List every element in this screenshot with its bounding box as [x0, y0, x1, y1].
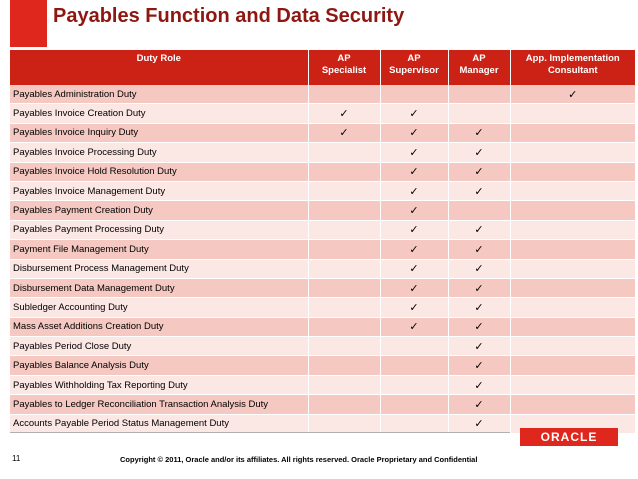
duty-name-cell: Payables Invoice Hold Resolution Duty	[10, 162, 308, 181]
empty-cell	[448, 201, 510, 220]
footer-divider	[10, 432, 510, 433]
duty-name-cell: Accounts Payable Period Status Management Duty	[10, 414, 308, 433]
column-header-role-3: AP Manager	[448, 50, 510, 85]
table-header-row	[10, 50, 635, 85]
check-mark-icon: ✓	[448, 337, 510, 356]
check-mark-icon: ✓	[448, 375, 510, 394]
empty-cell	[510, 395, 635, 414]
empty-cell	[510, 143, 635, 162]
check-mark-icon: ✓	[448, 162, 510, 181]
check-mark-icon: ✓	[448, 181, 510, 200]
empty-cell	[510, 259, 635, 278]
table-row	[10, 201, 635, 220]
duty-name-cell: Payables Invoice Management Duty	[10, 181, 308, 200]
column-header-role-4: App. Implementation Consultant	[510, 50, 635, 85]
empty-cell	[380, 85, 448, 104]
check-mark-icon: ✓	[448, 317, 510, 336]
empty-cell	[510, 375, 635, 394]
table-row	[10, 104, 635, 123]
empty-cell	[308, 337, 380, 356]
empty-cell	[510, 278, 635, 297]
empty-cell	[308, 143, 380, 162]
duty-name-cell: Payables Invoice Processing Duty	[10, 143, 308, 162]
check-mark-icon: ✓	[448, 414, 510, 433]
empty-cell	[308, 201, 380, 220]
check-mark-icon: ✓	[448, 356, 510, 375]
table-row	[10, 337, 635, 356]
empty-cell	[448, 85, 510, 104]
table-row	[10, 220, 635, 239]
duty-name-cell: Payables to Ledger Reconciliation Transaction Analysis Duty	[10, 395, 308, 414]
table-row	[10, 181, 635, 200]
duty-name-cell: Subledger Accounting Duty	[10, 298, 308, 317]
duty-name-cell: Payables Payment Creation Duty	[10, 201, 308, 220]
check-mark-icon: ✓	[380, 181, 448, 200]
empty-cell	[308, 278, 380, 297]
empty-cell	[308, 356, 380, 375]
check-mark-icon: ✓	[448, 298, 510, 317]
oracle-logo: ORACLE	[520, 428, 618, 446]
duty-role-table-container	[10, 50, 635, 434]
duty-name-cell: Payables Payment Processing Duty	[10, 220, 308, 239]
duty-name-cell: Payables Administration Duty	[10, 85, 308, 104]
column-header-duty-role: Duty Role	[10, 50, 308, 85]
empty-cell	[510, 220, 635, 239]
duty-name-cell: Disbursement Data Management Duty	[10, 278, 308, 297]
empty-cell	[380, 414, 448, 433]
empty-cell	[308, 162, 380, 181]
duty-name-cell: Payment File Management Duty	[10, 240, 308, 259]
table-body	[10, 85, 635, 434]
table-row	[10, 278, 635, 297]
check-mark-icon: ✓	[448, 395, 510, 414]
check-mark-icon: ✓	[448, 259, 510, 278]
empty-cell	[308, 240, 380, 259]
empty-cell	[510, 298, 635, 317]
empty-cell	[510, 201, 635, 220]
accent-bar	[10, 0, 47, 47]
empty-cell	[308, 414, 380, 433]
empty-cell	[308, 317, 380, 336]
check-mark-icon: ✓	[448, 123, 510, 142]
empty-cell	[308, 259, 380, 278]
check-mark-icon: ✓	[380, 201, 448, 220]
check-mark-icon: ✓	[308, 123, 380, 142]
empty-cell	[510, 317, 635, 336]
check-mark-icon: ✓	[380, 162, 448, 181]
slide-title: Payables Function and Data Security	[53, 5, 405, 27]
copyright-notice: Copyright © 2011, Oracle and/or its affiliates. All rights reserved. Oracle Proprietary and Confidential	[120, 455, 478, 464]
duty-name-cell: Payables Invoice Inquiry Duty	[10, 123, 308, 142]
check-mark-icon: ✓	[380, 298, 448, 317]
duty-name-cell: Payables Period Close Duty	[10, 337, 308, 356]
table-row	[10, 317, 635, 336]
empty-cell	[308, 395, 380, 414]
check-mark-icon: ✓	[380, 143, 448, 162]
empty-cell	[448, 104, 510, 123]
check-mark-icon: ✓	[308, 104, 380, 123]
check-mark-icon: ✓	[380, 259, 448, 278]
check-mark-icon: ✓	[448, 240, 510, 259]
duty-name-cell: Payables Withholding Tax Reporting Duty	[10, 375, 308, 394]
table-row	[10, 298, 635, 317]
empty-cell	[380, 337, 448, 356]
table-row	[10, 259, 635, 278]
column-header-role-1: AP Specialist	[308, 50, 380, 85]
column-header-role-2: AP Supervisor	[380, 50, 448, 85]
empty-cell	[308, 220, 380, 239]
check-mark-icon: ✓	[380, 104, 448, 123]
empty-cell	[380, 375, 448, 394]
empty-cell	[380, 395, 448, 414]
duty-name-cell: Payables Invoice Creation Duty	[10, 104, 308, 123]
check-mark-icon: ✓	[380, 240, 448, 259]
table-row	[10, 375, 635, 394]
empty-cell	[510, 162, 635, 181]
duty-name-cell: Disbursement Process Management Duty	[10, 259, 308, 278]
table-row	[10, 240, 635, 259]
table-row	[10, 143, 635, 162]
table-row	[10, 123, 635, 142]
check-mark-icon: ✓	[380, 123, 448, 142]
check-mark-icon: ✓	[448, 143, 510, 162]
empty-cell	[308, 375, 380, 394]
page-number: 11	[12, 454, 21, 463]
empty-cell	[380, 356, 448, 375]
empty-cell	[510, 356, 635, 375]
duty-name-cell: Mass Asset Additions Creation Duty	[10, 317, 308, 336]
table-row	[10, 395, 635, 414]
table-row	[10, 85, 635, 104]
duty-name-cell: Payables Balance Analysis Duty	[10, 356, 308, 375]
check-mark-icon: ✓	[380, 220, 448, 239]
empty-cell	[308, 298, 380, 317]
empty-cell	[510, 337, 635, 356]
check-mark-icon: ✓	[448, 220, 510, 239]
empty-cell	[308, 85, 380, 104]
empty-cell	[510, 123, 635, 142]
table-row	[10, 162, 635, 181]
empty-cell	[510, 181, 635, 200]
duty-role-table	[10, 50, 635, 434]
empty-cell	[308, 181, 380, 200]
empty-cell	[510, 104, 635, 123]
table-row	[10, 356, 635, 375]
check-mark-icon: ✓	[448, 278, 510, 297]
empty-cell	[510, 240, 635, 259]
check-mark-icon: ✓	[380, 317, 448, 336]
check-mark-icon: ✓	[510, 85, 635, 104]
check-mark-icon: ✓	[380, 278, 448, 297]
